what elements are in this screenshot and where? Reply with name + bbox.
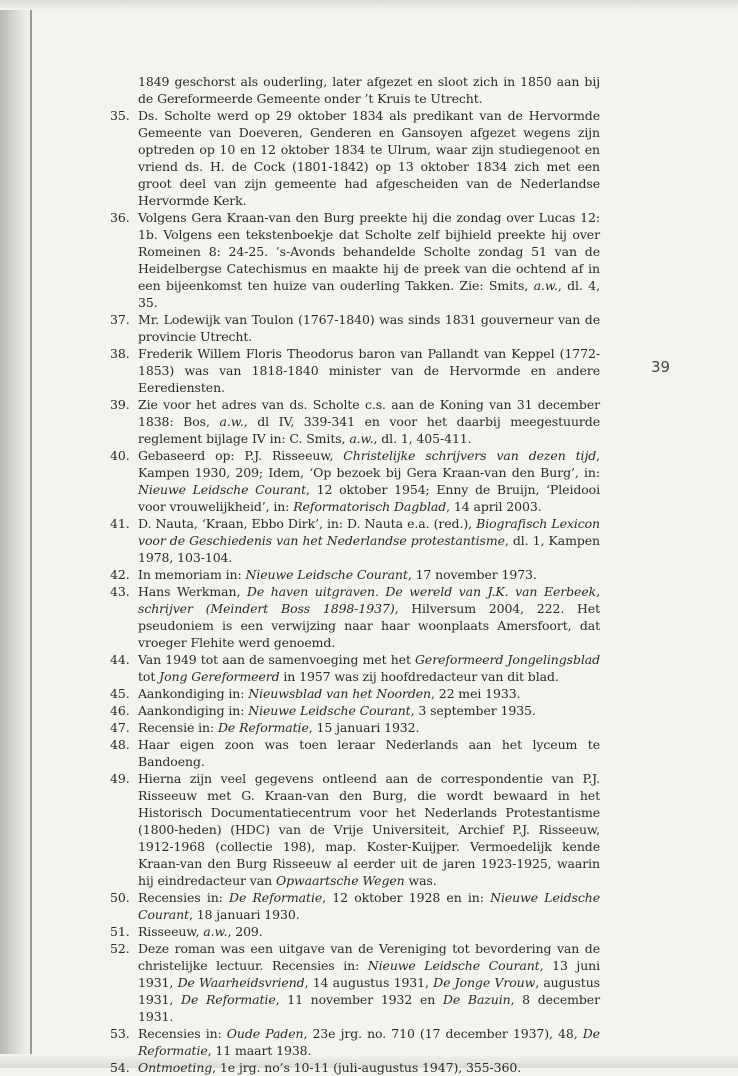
endnote-continuation	[110, 73, 600, 107]
endnote-italic-text: Nieuwe Leidsche Courant	[248, 703, 411, 718]
endnote-number: 52.	[110, 941, 130, 956]
endnote-italic-text: Opwaartsche Wegen	[275, 873, 405, 888]
endnote	[110, 345, 600, 396]
endnote-italic-text: De Reformatie	[138, 1026, 600, 1058]
endnote-text: Deze roman was een uitgave van de Vereniging tot bevordering van de christelijke lectuur. Recensies in:	[138, 941, 600, 973]
endnote	[110, 209, 600, 311]
endnote	[110, 396, 600, 447]
endnote-italic-text: Gereformeerd Jongelingsblad	[415, 652, 600, 667]
endnote-text: , 18 januari 1930.	[188, 907, 300, 922]
endnote-italic-text: De Bazuin	[442, 992, 511, 1007]
endnote-italic-text: a.w.	[203, 924, 228, 939]
endnote-text: , Hilversum 2004, 222. Het pseudoniem is een verwijzing naar haar woonplaats Amersfoort, dat vroeger Flehite werd genoemd.	[138, 601, 600, 650]
endnote-italic-text: De Reformatie	[229, 890, 323, 905]
endnote-number: 53.	[110, 1026, 130, 1041]
endnote	[110, 651, 600, 685]
endnote-text: Aankondiging in:	[138, 703, 249, 718]
endnote-text: , 14 april 2003.	[446, 499, 542, 514]
endnote-text: , 12 oktober 1954; Enny de Bruijn, ‘Pleidooi voor vrouwelijkheid’, in:	[138, 482, 600, 514]
endnote	[110, 736, 600, 770]
endnote-text: Zie voor het adres van ds. Scholte c.s. aan de Koning van 31 december 1838: Bos,	[138, 397, 600, 429]
endnote-text: Recensies in:	[138, 890, 230, 905]
endnote-text: , 17 november 1973.	[407, 567, 537, 582]
endnote-text: , dl. 4, 35.	[138, 278, 600, 310]
endnote-text: Frederik Willem Floris Theodorus baron van Pallandt van Keppel (1772-1853) was van 1818-1840 minister van de Hervormde en andere Eerediensten.	[138, 346, 600, 395]
endnote-number: 39.	[110, 397, 130, 412]
endnote-text: Recensie in:	[138, 720, 218, 735]
endnote-number: 50.	[110, 890, 130, 905]
endnote	[110, 940, 600, 1025]
endnote-italic-text: De Reformatie	[217, 720, 309, 735]
endnote-number: 44.	[110, 652, 130, 667]
endnote-italic-text: Reformatorisch Dagblad	[293, 499, 447, 514]
endnote-italic-text: a.w.	[349, 431, 374, 446]
endnote-text: , 22 mei 1933.	[430, 686, 521, 701]
endnote-text: Hierna zijn veel gegevens ontleend aan de correspondentie van P.J. Risseeuw met G. Kraan-van den Burg, die wordt bewaard in het Historisch Documentatiecentrum voor het Nederlands Protestantisme (1800-heden) (HDC) van de Vrije Universiteit, Archief P.J. Risseeuw, 1912-1968 (collectie 198), map. Koster-Kuijper. Vermoedelijk kende Kraan-van den Burg Risseeuw al eerder uit de jaren 1923-1925, waarin hij eindredacteur van	[138, 771, 600, 888]
endnote	[110, 685, 600, 702]
endnote-italic-text: a.w.	[219, 414, 244, 429]
endnote-number: 36.	[110, 210, 130, 225]
endnote-text: Recensies in:	[138, 1026, 227, 1041]
endnote-text: in 1957 was zij hoofdredacteur van dit blad.	[279, 669, 559, 684]
endnote-italic-text: Oude Paden	[226, 1026, 304, 1041]
endnote-number: 38.	[110, 346, 130, 361]
endnote-italic-text: De Jonge Vrouw	[433, 975, 536, 990]
endnote	[110, 583, 600, 651]
endnote-italic-text: Biografisch Lexicon voor de Geschiedenis van het Nederlandse protestantisme	[138, 516, 600, 548]
endnote-text: tot	[138, 669, 160, 684]
endnote	[110, 923, 600, 940]
endnote-italic-text: Christelijke schrijvers van dezen tijd	[343, 448, 597, 463]
endnote-text: Aankondiging in:	[138, 686, 249, 701]
book-spine-shadow	[0, 0, 32, 1068]
endnote-text: Risseeuw,	[138, 924, 204, 939]
endnote-text: , 11 november 1932 en	[275, 992, 443, 1007]
endnotes-list	[110, 73, 600, 1076]
endnote-number: 54.	[110, 1060, 130, 1075]
endnote-text: Mr. Lodewijk van Toulon (1767-1840) was sinds 1831 gouverneur van de provincie Utrecht.	[138, 312, 600, 344]
endnote	[110, 719, 600, 736]
endnote	[110, 311, 600, 345]
endnote-number: 45.	[110, 686, 130, 701]
endnote-number: 42.	[110, 567, 130, 582]
endnote-number: 43.	[110, 584, 130, 599]
endnote	[110, 107, 600, 209]
endnote-number: 35.	[110, 108, 130, 123]
endnote-text: , 12 oktober 1928 en in:	[322, 890, 491, 905]
endnote-italic-text: Ontmoeting	[138, 1060, 213, 1075]
endnote-text: , dl. 1, Kampen 1978, 103-104.	[138, 533, 600, 565]
endnote-italic-text: De Reformatie	[181, 992, 276, 1007]
endnote-number: 47.	[110, 720, 130, 735]
endnote-text: , 11 maart 1938.	[207, 1043, 312, 1058]
endnote-italic-text: Nieuwe Leidsche Courant	[138, 482, 307, 497]
endnote-number: 40.	[110, 448, 130, 463]
endnote	[110, 515, 600, 566]
endnote-text: Volgens Gera Kraan-van den Burg preekte hij die zondag over Lucas 12: 1b. Volgens een tekstenboekje dat Scholte zelf bijhield preekte hij over Romeinen 8: 24-25. ’s-Avonds behandelde Scholte zondag 51 van de Heidelbergse Catechismus en maakte hij de preek van die ochtend af in een bijeenkomst ten huize van ouderling Takken. Zie: Smits,	[138, 210, 600, 293]
endnote-text: , 23e jrg. no. 710 (17 december 1937), 48,	[303, 1026, 583, 1041]
endnote-italic-text: Nieuwe Leidsche Courant	[245, 567, 408, 582]
endnote-italic-text: Nieuwe Leidsche Courant	[367, 958, 540, 973]
endnote	[110, 702, 600, 719]
endnote-text: 1849 geschorst als ouderling, later afgezet en sloot zich in 1850 aan bij de Gereformeerde Gemeente onder ’t Kruis te Utrecht.	[138, 74, 600, 106]
page-top-edge	[0, 0, 738, 10]
endnote	[110, 1025, 600, 1059]
endnote-italic-text: Nieuwsblad van het Noorden	[248, 686, 431, 701]
endnote-number: 41.	[110, 516, 130, 531]
endnote-text: , augustus 1931,	[138, 975, 600, 1007]
endnote-text: Haar eigen zoon was toen leraar Nederlands aan het lyceum te Bandoeng.	[138, 737, 600, 769]
endnote	[110, 770, 600, 889]
endnote-italic-text: De Waarheidsvriend	[177, 975, 305, 990]
endnote-text: , 13 juni 1931,	[138, 958, 600, 990]
endnote	[110, 447, 600, 515]
endnote-text: , dl. 1, 405-411.	[373, 431, 472, 446]
book-gutter-line	[30, 0, 32, 1068]
endnote-text: D. Nauta, ‘Kraan, Ebbo Dirk’, in: D. Nauta e.a. (red.),	[138, 516, 477, 531]
endnote-text: In memoriam in:	[138, 567, 246, 582]
endnote-text: , 15 januari 1932.	[308, 720, 420, 735]
endnote-text: , 8 december 1931.	[138, 992, 600, 1024]
page-number: 39	[651, 358, 671, 376]
endnote-text: , 3 september 1935.	[410, 703, 536, 718]
endnote	[110, 566, 600, 583]
endnote-text: Gebaseerd op: P.J. Risseeuw,	[138, 448, 344, 463]
endnote-number: 37.	[110, 312, 130, 327]
endnote-text: , Kampen 1930, 209; Idem, ‘Op bezoek bij Gera Kraan-van den Burg’, in:	[138, 448, 600, 480]
endnote-text: , 14 augustus 1931,	[304, 975, 434, 990]
endnote	[110, 889, 600, 923]
endnote-text: Hans Werkman,	[138, 584, 247, 599]
endnote-italic-text: Jong Gereformeerd	[159, 669, 280, 684]
endnote-text: Van 1949 tot aan de samenvoeging met het	[138, 652, 416, 667]
endnote-number: 51.	[110, 924, 130, 939]
endnote-number: 48.	[110, 737, 130, 752]
endnote-text: , 209.	[227, 924, 263, 939]
endnote-italic-text: De haven uitgraven. De wereld van J.K. van Eerbeek, schrijver (Meindert Boss 1898-1937)	[138, 584, 600, 616]
endnote-text: Ds. Scholte werd op 29 oktober 1834 als predikant van de Hervormde Gemeente van Doeveren, Genderen en Gansoyen afgezet wegens zijn optreden op 10 en 12 oktober 1834 te Ulrum, waar zijn studiegenoot en vriend ds. H. de Cock (1801-1842) op 13 oktober 1834 zich met een groot deel van zijn gemeente had afgescheiden van de Nederlandse Hervormde Kerk.	[138, 108, 600, 208]
endnote-number: 49.	[110, 771, 130, 786]
endnote-number: 46.	[110, 703, 130, 718]
endnote-italic-text: Nieuwe Leidsche Courant	[138, 890, 601, 922]
endnote-text: was.	[404, 873, 437, 888]
endnote-text: , dl IV, 339-341 en voor het daarbij meegestuurde reglement bijlage IV in: C. Smits,	[138, 414, 600, 446]
endnote-italic-text: a.w.	[533, 278, 558, 293]
endnote-text: , 1e jrg. no’s 10-11 (juli-augustus 1947), 355-360.	[212, 1060, 522, 1075]
